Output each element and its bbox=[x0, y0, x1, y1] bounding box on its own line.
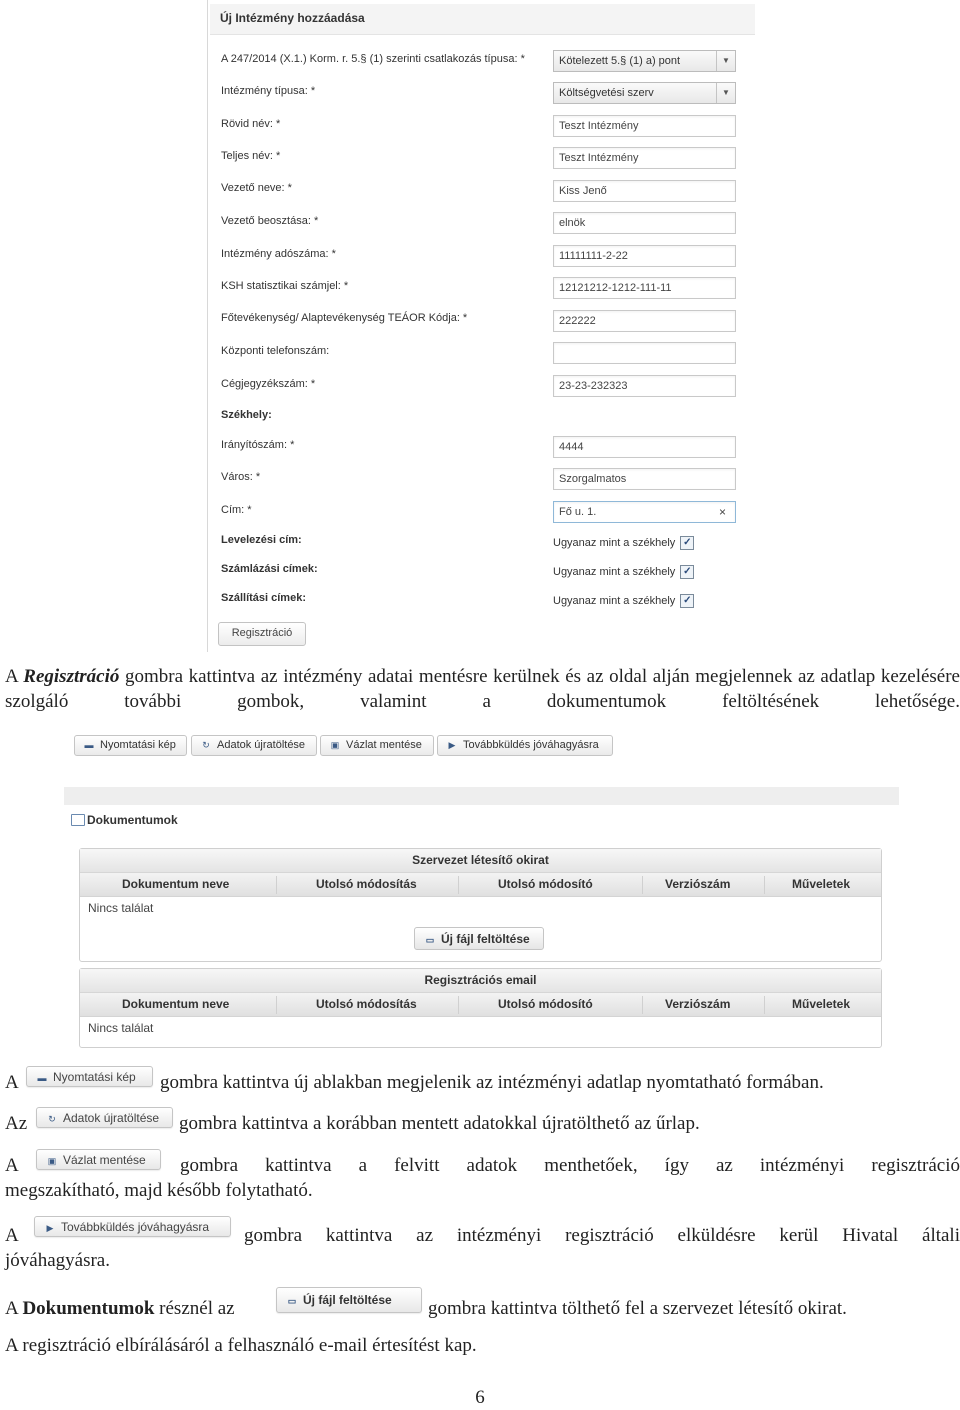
institution-type-select[interactable] bbox=[553, 82, 736, 104]
col-version[interactable]: Verziószám bbox=[665, 877, 731, 891]
docs-top-strip bbox=[64, 787, 899, 805]
col-last-modified[interactable]: Utolsó módosítás bbox=[316, 877, 417, 891]
intro-paragraph: A Regisztráció gombra kattintva az intézmény adatai mentésre kerülnek és az oldal alján megjelennek az adatlap kezelésére szolgáló további gombok, valamint a dokumentumok feltöltésének lehetősége. bbox=[5, 666, 960, 712]
field-label-short-name: Rövid név: * bbox=[221, 118, 281, 130]
field-label-city: Város: * bbox=[221, 471, 261, 483]
field-label-company-reg: Cégjegyzékszám: * bbox=[221, 378, 316, 390]
explain-send: A gombra kattintva az intézményi regisztráció elküldésre kerül Hivatal általi bbox=[5, 1225, 960, 1246]
send-for-approval-button-image: ▶ Továbbküldés jóváhagyásra bbox=[34, 1216, 231, 1237]
col-document-name[interactable]: Dokumentum neve bbox=[122, 877, 230, 891]
col-last-modified[interactable]: Utolsó módosítás bbox=[316, 997, 417, 1011]
save-icon: ▣ bbox=[47, 1156, 57, 1166]
billing-same-as-seat[interactable] bbox=[553, 565, 694, 579]
play-icon: ▶ bbox=[448, 740, 456, 750]
explain-draft-cont: megszakítható, majd később folytatható. bbox=[5, 1180, 313, 1201]
field-label-ksh-code: KSH statisztikai számjel: * bbox=[221, 280, 349, 292]
field-label-joining-type: A 247/2014 (X.1.) Korm. r. 5.§ (1) szerinti csatlakozás típusa: * bbox=[221, 53, 525, 65]
dropdown-arrow-icon: ▼ bbox=[716, 51, 735, 71]
col-last-modifier[interactable]: Utolsó módosító bbox=[498, 997, 593, 1011]
short-name-input[interactable]: Teszt Intézmény bbox=[553, 115, 736, 137]
explain-draft: A gombra kattintva a felvitt adatok menthetőek, így az intézményi regisztráció bbox=[5, 1155, 960, 1176]
table-caption: Szervezet létesítő okirat bbox=[80, 849, 881, 873]
company-reg-input[interactable]: 23-23-232323 bbox=[553, 375, 736, 397]
billing-check-label: Ugyanaz mint a székhely bbox=[553, 565, 676, 578]
explain-reload: Az gombra kattintva a korábban mentett adatokkal újratölthető az űrlap. bbox=[5, 1113, 700, 1134]
mailing-address-label: Levelezési cím: bbox=[221, 534, 302, 546]
empty-row: Nincs találat bbox=[88, 901, 154, 915]
save-draft-button-image: ▣ Vázlat mentése bbox=[36, 1149, 161, 1170]
col-actions: Műveletek bbox=[792, 997, 851, 1011]
printer-icon: ▬ bbox=[37, 1073, 47, 1083]
teaor-code-input[interactable]: 222222 bbox=[553, 310, 736, 332]
col-last-modifier[interactable]: Utolsó módosító bbox=[498, 877, 593, 891]
save-draft-button[interactable]: ▣ Vázlat mentése bbox=[320, 735, 434, 756]
field-label-tax-number: Intézmény adószáma: * bbox=[221, 248, 336, 260]
leader-name-input[interactable]: Kiss Jenő bbox=[553, 180, 736, 202]
field-label-full-name: Teljes név: * bbox=[221, 150, 281, 162]
register-button[interactable]: Regisztráció bbox=[218, 622, 306, 646]
institution-type-value: Költségvetési szerv bbox=[559, 87, 654, 99]
reload-data-button[interactable]: ↻ Adatok újratöltése bbox=[191, 735, 317, 756]
field-label-teaor-code: Főtevékenység/ Alaptevékenység TEÁOR Kódja: * bbox=[221, 312, 468, 324]
table-caption: Regisztrációs email bbox=[80, 969, 881, 993]
upload-icon: ▭ bbox=[425, 935, 435, 945]
field-label-leader-position: Vezető beosztása: * bbox=[221, 215, 319, 227]
field-label-zip: Irányítószám: * bbox=[221, 439, 295, 451]
explain-print: A gombra kattintva új ablakban megjelenik az intézményi adatlap nyomtatható formában. bbox=[5, 1072, 824, 1093]
full-name-input[interactable]: Teszt Intézmény bbox=[553, 147, 736, 169]
joining-type-select[interactable] bbox=[553, 50, 736, 72]
col-document-name[interactable]: Dokumentum neve bbox=[122, 997, 230, 1011]
print-view-button[interactable]: ▬ Nyomtatási kép bbox=[74, 735, 187, 756]
explain-send-cont: jóváhagyásra. bbox=[5, 1250, 110, 1271]
address-value: Fő u. 1. bbox=[559, 506, 597, 518]
dropdown-arrow-icon: ▼ bbox=[716, 83, 735, 103]
refresh-icon: ↻ bbox=[202, 740, 210, 750]
upload-file-button-image: ▭ Új fájl feltöltése bbox=[276, 1287, 422, 1313]
city-input[interactable]: Szorgalmatos bbox=[553, 468, 736, 490]
documents-title: Dokumentumok bbox=[87, 813, 178, 827]
tax-number-input[interactable]: 11111111-2-22 bbox=[553, 245, 736, 267]
ksh-code-input[interactable]: 12121212-1212-111-11 bbox=[553, 277, 736, 299]
mailing-check-label: Ugyanaz mint a székhely bbox=[553, 536, 676, 549]
leader-position-input[interactable]: elnök bbox=[553, 212, 736, 234]
documents-icon bbox=[71, 814, 85, 826]
field-label-leader-name: Vezető neve: * bbox=[221, 182, 292, 194]
checkbox-checked-icon[interactable]: ✓ bbox=[680, 536, 694, 550]
mailing-same-as-seat[interactable] bbox=[553, 536, 694, 550]
upload-file-button[interactable]: ▭ Új fájl feltöltése bbox=[414, 927, 544, 950]
play-icon: ▶ bbox=[46, 1223, 54, 1233]
field-label-phone: Központi telefonszám: bbox=[221, 345, 330, 357]
joining-type-value: Kötelezett 5.§ (1) a) pont bbox=[559, 55, 681, 67]
phone-input[interactable] bbox=[553, 342, 736, 364]
col-actions: Műveletek bbox=[792, 877, 851, 891]
address-input[interactable] bbox=[553, 501, 736, 523]
field-label-institution-type: Intézmény típusa: * bbox=[221, 85, 316, 97]
checkbox-checked-icon[interactable]: ✓ bbox=[680, 565, 694, 579]
billing-address-label: Számlázási címek: bbox=[221, 563, 318, 575]
zip-input[interactable]: 4444 bbox=[553, 436, 736, 458]
clear-icon[interactable]: × bbox=[718, 505, 726, 519]
empty-row: Nincs találat bbox=[88, 1021, 154, 1035]
shipping-check-label: Ugyanaz mint a székhely bbox=[553, 594, 676, 607]
table-header bbox=[80, 873, 881, 897]
shipping-same-as-seat[interactable] bbox=[553, 594, 694, 608]
table-header bbox=[80, 993, 881, 1017]
shipping-address-label: Szállítási címek: bbox=[221, 592, 306, 604]
seat-heading: Székhely: bbox=[221, 409, 272, 421]
save-icon: ▣ bbox=[330, 740, 340, 750]
reload-data-button-image: ↻ Adatok újratöltése bbox=[36, 1107, 173, 1128]
checkbox-checked-icon[interactable]: ✓ bbox=[680, 594, 694, 608]
col-version[interactable]: Verziószám bbox=[665, 997, 731, 1011]
explain-notification: A regisztráció elbírálásáról a felhasználó e-mail értesítést kap. bbox=[5, 1335, 477, 1356]
printer-icon: ▬ bbox=[84, 740, 94, 750]
registration-email-table bbox=[79, 968, 882, 1048]
field-label-address: Cím: * bbox=[221, 504, 252, 516]
print-view-button-image: ▬ Nyomtatási kép bbox=[26, 1066, 153, 1087]
refresh-icon: ↻ bbox=[48, 1114, 56, 1124]
send-for-approval-button[interactable]: ▶ Továbbküldés jóváhagyásra bbox=[437, 735, 613, 756]
form-title: Új Intézmény hozzáadása bbox=[220, 11, 365, 25]
upload-icon: ▭ bbox=[287, 1296, 297, 1306]
explain-upload: A Dokumentumok résznél az gombra kattintva tölthető fel a szervezet létesítő okirat. bbox=[5, 1298, 847, 1319]
page-number: 6 bbox=[475, 1387, 485, 1408]
